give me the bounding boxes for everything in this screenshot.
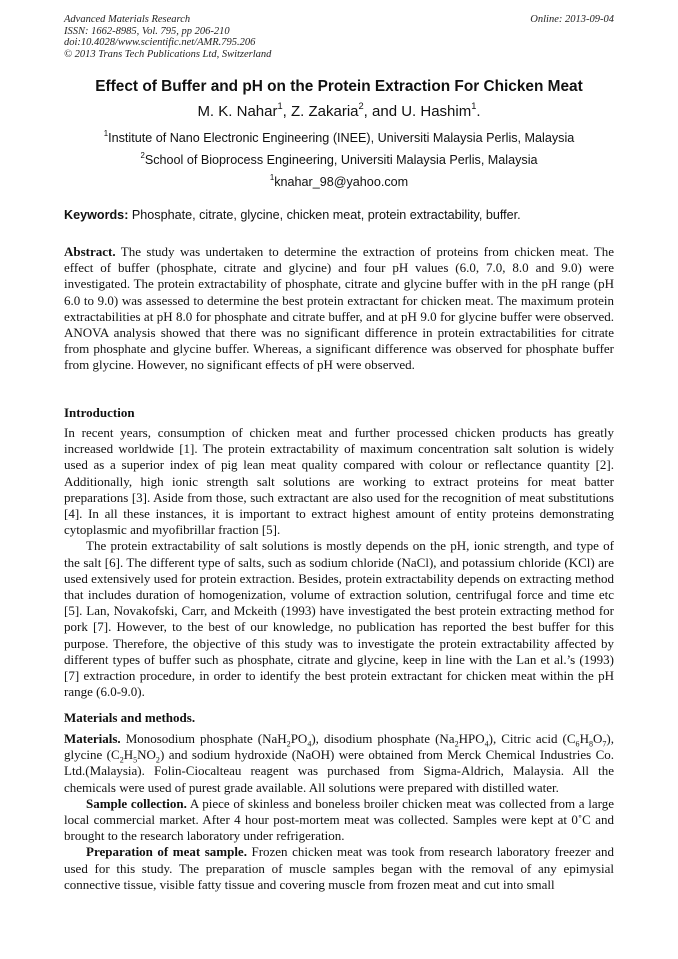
affiliation-mark: 2 [140,150,145,160]
preparation-paragraph [64,844,614,893]
author-separator: , [282,103,291,120]
formula-subscript: 2 [454,739,459,749]
copyright-line: © 2013 Trans Tech Publications Ltd, Switzerland [64,48,272,60]
methods-section [64,731,614,893]
formula-subscript: 4 [307,739,312,749]
author-separator: , and [363,103,402,120]
methods-heading: Materials and methods. [64,710,196,725]
formula-subscript: 8 [588,739,593,749]
email-text: knahar_98@yahoo.com [274,175,409,189]
abstract-label: Abstract. [64,244,116,259]
materials-text: Monosodium phosphate (NaH [120,731,287,746]
formula-subscript: 2 [119,755,124,765]
affiliation-1 [0,128,678,145]
sample-collection-label: Sample collection. [86,795,187,811]
author-name: Z. Zakaria [290,103,359,120]
materials-label: Materials. [64,731,121,746]
affiliation-mark: 1 [471,100,477,111]
affiliation-mark: 1 [269,172,275,182]
materials-text: ), Citric acid (C [488,731,576,746]
keywords-label: Keywords: [64,208,129,222]
author-name: M. K. Nahar [197,103,278,120]
introduction-heading: Introduction [64,405,135,420]
formula-subscript: 2 [155,755,160,765]
intro-paragraph-1: In recent years, consumption of chicken meat and further processed chicken products has greatly increased worldwide [1]. The protein extractability of maximum concentration salt solution is widely used as a superior index of pig lean meat quality compared with colour or reflectance quantity [2]. Additionally, high ionic strength salt solutions are working to extract proteins for meat batter preparations [3]. Aside from those, such extractant are also used for the recognition of meat substitutions [4]. In all these instances, it is important to extract highest amount of entity proteins demonstrating cytoplasmic and myofibrillar fraction [5]. [64,425,614,538]
materials-text: O [592,731,603,746]
doi-line: doi:10.4028/www.scientific.net/AMR.795.206 [64,37,256,49]
intro-paragraph-2: The protein extractability of salt solutions is mostly depends on the pH, ionic strength, and type of the salt [6]. The different type of salts, such as sodium chloride (NaCl), and potassium chloride (KCl) are used extensively used for protein extraction. Besides, protein extractability depends on extracting method that includes duration of homogenization, volume of extraction solution, centrifugal force and time etc [5]. Lan, Novakofski, Carr, and Mckeith (1993) have investigated the best protein extracting method for pork [7]. However, to the best of our knowledge, no publication has reported the best buffer for this purpose. Therefore, the objective of this study was to investigate the protein extractability affected by different types of buffer such as phosphate, citrate and glycine, keep in line with the Lan et al.’s (1993) [7] extraction procedure, in order to identify the best protein extractant for chicken meat within the pH range (6.0-9.0). [64,538,614,700]
issn-line: ISSN: 1662-8985, Vol. 795, pp 206-210 [64,25,230,37]
materials-text: H [579,731,589,746]
sample-collection-paragraph [64,796,614,845]
materials-text: ), disodium phosphate (Na [311,731,455,746]
materials-text: NO [137,747,156,763]
affiliation-mark: 1 [277,100,283,111]
keywords-text: Phosphate, citrate, glycine, chicken meat, protein extractability, buffer. [128,208,521,222]
affiliation-text: School of Bioprocess Engineering, Universiti Malaysia Perlis, Malaysia [144,153,538,167]
contact-email [0,172,678,189]
journal-header [64,14,614,60]
introduction-section [64,425,614,700]
affiliation-mark: 1 [103,128,109,138]
author-end: . [476,103,481,120]
formula-subscript: 4 [484,739,489,749]
affiliation-2 [0,150,678,167]
preparation-label: Preparation of meat sample. [86,844,247,860]
author-name: U. Hashim [401,103,472,120]
online-date: Online: 2013-09-04 [530,14,614,25]
author-line [0,100,678,120]
materials-text: PO [290,731,308,746]
sample-collection-text: A piece of skinless and boneless broiler chicken meat was collected from a large local commercial market. After 4 hour post-mortem meat was collected. Samples were kept at 0˚C and brought to the research laboratory under refrigeration. [64,795,614,844]
materials-text: ), glycine (C [64,731,614,763]
abstract-section [64,244,614,374]
journal-name: Advanced Materials Research [64,14,191,25]
materials-paragraph [64,731,614,796]
formula-subscript: 2 [286,739,291,749]
materials-text: HPO [458,731,485,746]
affiliation-mark: 2 [358,100,364,111]
affiliation-text: Institute of Nano Electronic Engineering (INEE), Universiti Malaysia Perlis, Malaysia [108,131,575,145]
paper-title: Effect of Buffer and pH on the Protein Extraction For Chicken Meat [95,78,583,95]
formula-subscript: 5 [133,755,138,765]
formula-subscript: 6 [575,739,580,749]
materials-text: H [123,747,134,763]
materials-text: ) and sodium hydroxide (NaOH) were obtained from Merck Chemical Industries Co. Ltd.(Malaysia). Folin-Ciocalteau reagent was purchased from Sigma-Aldrich, Malaysia. All the chemicals were used of purest grade available. All solutions were prepared with distilled water. [64,747,614,795]
abstract-paragraph [64,244,614,374]
abstract-text: The study was undertaken to determine the extraction of proteins from chicken meat. The effect of buffer (phosphate, citrate and glycine) and four pH values (6.0, 7.0, 8.0 and 9.0) were investigated. The protein extractability of phosphate, citrate and glycine buffer with in the pH range (pH 6.0 to 9.0) was assessed to determine the best protein extractant for chicken meat. The maximum protein extractabilities at pH 8.0 for phosphate and citrate buffer, and at pH 9.0 for glycine buffer were observed. ANOVA analysis showed that there was no significant difference in protein extractabilities for citrate from phosphate and glycine buffer. Whereas, a significant difference was observed for phosphate buffer from glycine. However, no significant effects of pH were observed. [64,244,614,373]
preparation-text: Frozen chicken meat was took from research laboratory freezer and used for this study. The preparation of muscle samples began with the removal of any epimysial connective tissue, visible fatty tissue and covering muscle from frozen meat and cut into small [64,844,614,892]
keywords-line [64,208,521,222]
formula-subscript: 7 [602,739,607,749]
